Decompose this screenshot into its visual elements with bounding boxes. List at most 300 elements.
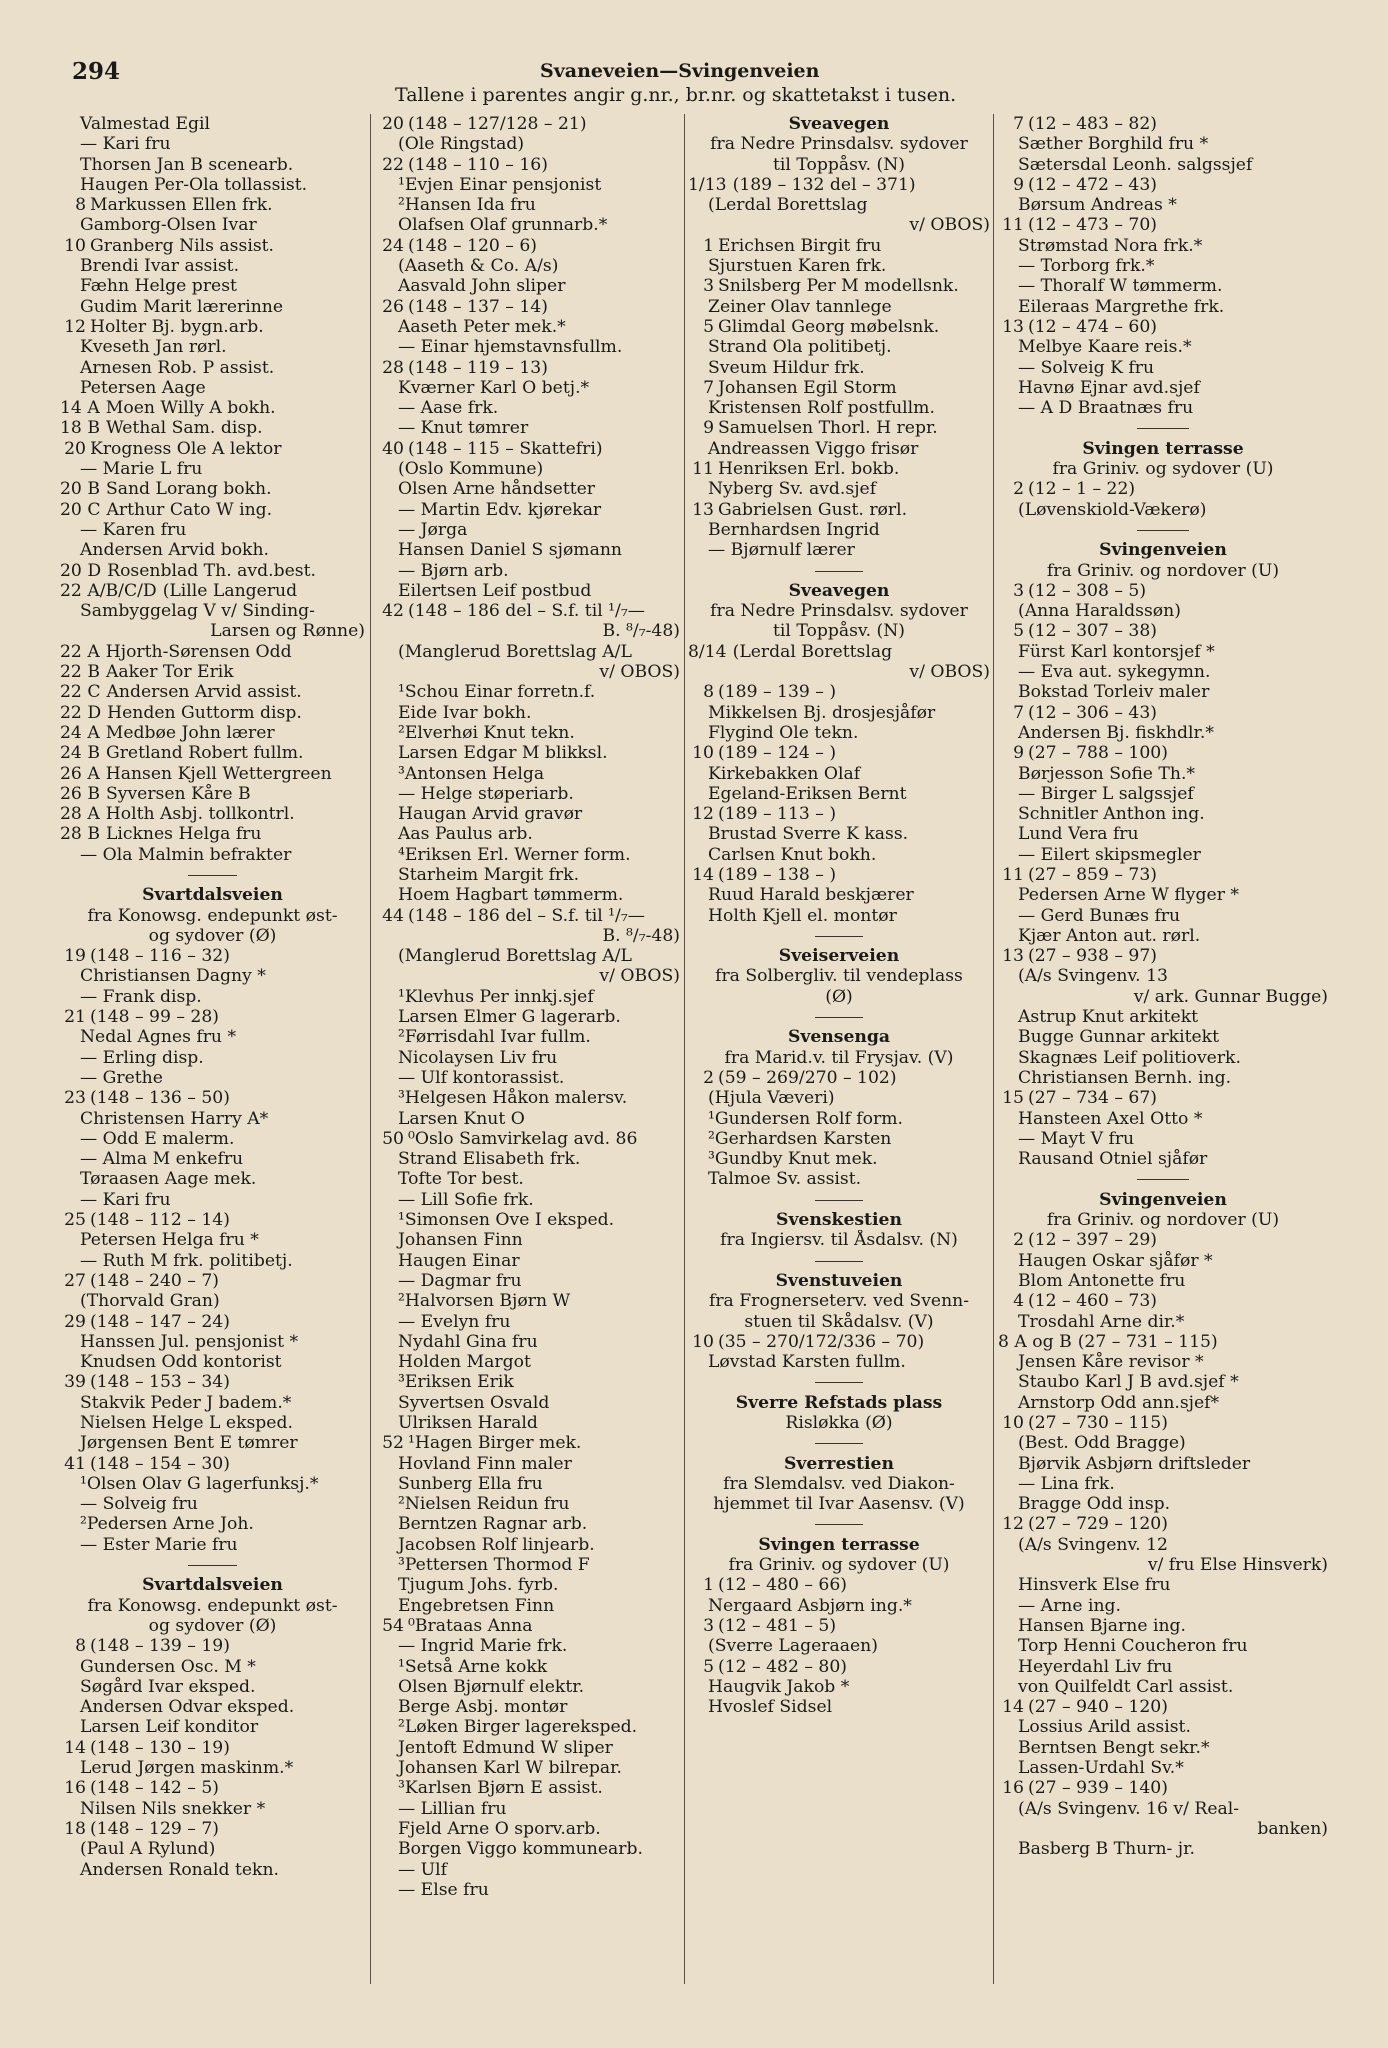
house-number: 15 (1002, 1088, 1024, 1109)
resident-text: Strømstad Nora frk.* (1018, 235, 1203, 256)
resident-text: Andersen Arvid bokh. (80, 540, 269, 561)
resident-text: (12 – 306 – 43) (1028, 702, 1157, 723)
directory-entry (60, 155, 365, 175)
house-number: 28 B (60, 824, 100, 845)
directory-entry: banken) (1257, 1818, 1328, 1839)
resident-text: — Helge støperiarb. (398, 783, 574, 804)
directory-entry (688, 1677, 990, 1697)
resident-text: ³Antonsen Helga (398, 763, 545, 784)
directory-entry (378, 1474, 680, 1494)
directory-entry (998, 1616, 1328, 1636)
street-description: fra Griniv. og sydover (U) (728, 1555, 950, 1576)
directory-entry (378, 1819, 680, 1839)
resident-text: — A D Braatnæs fru (1018, 398, 1194, 419)
directory-entry (60, 1332, 365, 1352)
resident-text: ¹Gundersen Rolf form. (708, 1108, 903, 1129)
directory-entry (60, 662, 365, 682)
resident-text: Basberg B Thurn- jr. (1018, 1839, 1195, 1860)
directory-entry (378, 520, 680, 540)
directory-entry (998, 906, 1328, 926)
resident-text: Sand Lorang bokh. (105, 479, 272, 500)
resident-text: (Best. Odd Bragge) (1018, 1433, 1186, 1454)
directory-entry (378, 1514, 680, 1534)
house-number: 42 (382, 601, 404, 622)
directory-entry (378, 824, 680, 844)
directory-entry (60, 195, 365, 215)
section-divider (688, 926, 990, 946)
directory-entry (688, 520, 990, 540)
resident-text: (148 – 127/128 – 21) (408, 114, 587, 134)
resident-text: Hanssen Jul. pensjonist * (80, 1331, 299, 1352)
directory-entry (688, 398, 990, 418)
directory-entry (998, 621, 1328, 641)
directory-entry (998, 743, 1328, 763)
directory-entry (60, 479, 365, 499)
resident-text: Søgård Ivar eksped. (80, 1676, 256, 1697)
directory-entry (688, 256, 990, 276)
resident-text: — Jørga (398, 519, 468, 540)
resident-text: Andersen Ronald tekn. (80, 1859, 279, 1880)
directory-entry (60, 561, 365, 581)
house-number: 12 (64, 316, 86, 337)
resident-text: (148 – 137 – 14) (408, 296, 548, 317)
resident-text: (189 – 124 – ) (718, 743, 837, 764)
street-description: og sydover (Ø) (148, 925, 277, 946)
directory-entry (378, 1454, 680, 1474)
directory-entry (378, 1291, 680, 1311)
column-1 (60, 114, 365, 1880)
directory-entry: v/ OBOS) (909, 215, 990, 236)
resident-text: Ruud Harald beskjærer (708, 885, 914, 906)
street-heading: Sverrestien (784, 1453, 894, 1474)
directory-entry (998, 703, 1328, 723)
directory-entry (378, 1048, 680, 1068)
street-description: fra Griniv. og sydover (U) (1052, 459, 1274, 480)
house-number: 23 (64, 1088, 86, 1109)
directory-entry (378, 1068, 680, 1088)
street-description: fra Konowsg. endepunkt øst- (87, 1595, 338, 1616)
directory-entry (60, 1799, 365, 1819)
directory-entry (378, 642, 680, 662)
directory-entry (378, 1433, 680, 1453)
directory-entry (60, 378, 365, 398)
section-divider (688, 1190, 990, 1210)
resident-text: Ulriksen Harald (398, 1413, 538, 1433)
directory-entry (688, 1657, 990, 1677)
street-description: til Toppåsv. (N) (773, 621, 905, 642)
house-number: 18 (64, 1818, 86, 1839)
house-number: 14 (64, 1737, 86, 1758)
directory-entry (378, 1880, 680, 1900)
directory-entry (378, 1413, 680, 1433)
directory-entry (688, 297, 990, 317)
resident-text: (Thorvald Gran) (80, 1291, 220, 1312)
resident-text: ²Gerhardsen Karsten (708, 1128, 892, 1149)
directory-entry (998, 1291, 1328, 1311)
resident-text: — Bjørnulf lærer (708, 540, 855, 561)
directory-entry (60, 723, 365, 743)
directory-entry (998, 1027, 1328, 1047)
directory-entry (688, 479, 990, 499)
street-heading: Svensenga (787, 1027, 891, 1048)
directory-entry (378, 743, 680, 763)
street-heading: Sveiserveien (778, 946, 900, 967)
resident-text: Fæhn Helge prest (80, 276, 237, 297)
section-divider (688, 1251, 990, 1271)
resident-text: Eilertsen Leif postbud (398, 580, 592, 601)
resident-text: Arthur Cato W ing. (106, 499, 273, 520)
directory-entry (378, 1636, 680, 1656)
street-heading: Svingen terrasse (1082, 438, 1244, 459)
directory-entry (998, 175, 1328, 195)
directory-entry (688, 784, 990, 804)
directory-entry (688, 885, 990, 905)
directory-entry (998, 1433, 1328, 1453)
directory-entry (378, 1657, 680, 1677)
directory-entry: v/ ark. Gunnar Bugge) (1133, 986, 1328, 1007)
resident-text: Knudsen Odd kontorist (80, 1352, 282, 1373)
street-description: fra Slemdalsv. ved Diakon- (723, 1473, 955, 1494)
resident-text: Brendi Ivar assist. (80, 256, 240, 277)
resident-text: (27 – 734 – 67) (1028, 1088, 1157, 1109)
resident-text: (12 – 481 – 5) (718, 1615, 837, 1636)
directory-entry (998, 723, 1328, 743)
directory-entry (688, 459, 990, 479)
directory-entry (998, 1393, 1328, 1413)
directory-entry (378, 1839, 680, 1859)
resident-text: Christensen Harry A* (80, 1108, 269, 1129)
directory-entry (688, 1332, 990, 1352)
resident-text: Hinsverk Else fru (1018, 1575, 1171, 1596)
resident-text: Havnø Ejnar avd.sjef (1018, 377, 1200, 398)
street-description: hjemmet til Ivar Aasensv. (V) (713, 1494, 965, 1515)
directory-entry (378, 1210, 680, 1230)
directory-entry (60, 459, 365, 479)
resident-text: Fürst Karl kontorsjef * (1018, 641, 1215, 662)
resident-text: Løvstad Karsten fullm. (708, 1352, 906, 1373)
house-number: 5 (1013, 621, 1024, 642)
resident-text: (148 – 110 – 16) (408, 154, 548, 175)
house-number: 26 A (60, 763, 100, 784)
directory-entry (998, 926, 1328, 946)
house-number: 13 (1002, 946, 1024, 967)
resident-text: Holth Asbj. tollkontrl. (105, 804, 295, 825)
resident-text: Tøraasen Aage mek. (80, 1169, 257, 1190)
resident-text: Hvoslef Sidsel (708, 1697, 833, 1718)
resident-text: — Arne ing. (1018, 1595, 1122, 1616)
directory-entry (998, 865, 1328, 885)
directory-entry (998, 155, 1328, 175)
street-heading: Svenstuveien (775, 1270, 903, 1291)
resident-text: (27 – 859 – 73) (1028, 864, 1157, 885)
directory-entry (378, 1677, 680, 1697)
street-description: stuen til Skådalsv. (V) (744, 1311, 934, 1332)
directory-entry (378, 845, 680, 865)
directory-entry (378, 987, 680, 1007)
resident-text: Lerud Jørgen maskinm.* (80, 1758, 294, 1779)
resident-text: — Mayt V fru (1018, 1128, 1135, 1149)
directory-entry (60, 1474, 365, 1494)
resident-text: (Paul A Rylund) (80, 1839, 216, 1860)
directory-entry (378, 1535, 680, 1555)
directory-entry (688, 1575, 990, 1595)
resident-text: — Kari fru (80, 1189, 171, 1210)
directory-entry (998, 1717, 1328, 1737)
directory-entry (998, 1657, 1328, 1677)
directory-entry (60, 1657, 365, 1677)
resident-text: Hansteen Axel Otto * (1018, 1108, 1203, 1129)
directory-entry (998, 1677, 1328, 1697)
resident-text: Sambyggelag V v/ Sinding- (80, 601, 315, 622)
directory-entry (60, 1839, 365, 1859)
resident-text: Bjørvik Asbjørn driftsleder (1018, 1453, 1251, 1474)
directory-entry (378, 784, 680, 804)
resident-text: Haugen Per-Ola tollassist. (80, 174, 308, 195)
house-number: 44 (382, 905, 404, 926)
directory-entry: B. ⁸/₇-48) (602, 925, 680, 946)
house-number: 22 (382, 154, 404, 175)
resident-text: Staubo Karl J B avd.sjef * (1018, 1372, 1239, 1393)
house-number: 10 (692, 743, 714, 764)
directory-entry (60, 134, 365, 154)
house-number: 18 B (60, 418, 100, 439)
resident-text: Melbye Kaare reis.* (1018, 337, 1192, 358)
directory-entry (60, 1291, 365, 1311)
directory-entry (60, 1068, 365, 1088)
resident-text: (189 – 113 – ) (718, 804, 837, 825)
resident-text: — Karen fru (80, 519, 187, 540)
street-heading: Svartdalsveien (142, 885, 283, 906)
resident-text: Aaseth Peter mek.* (398, 316, 566, 337)
resident-text: (27 – 938 – 97) (1028, 946, 1157, 967)
directory-entry (60, 1230, 365, 1250)
house-number: 16 (64, 1778, 86, 1799)
resident-text: (Manglerud Borettslag A/L (398, 946, 632, 967)
directory-entry (998, 601, 1328, 621)
resident-text: Flygind Ole tekn. (708, 722, 859, 743)
directory-entry (378, 297, 680, 317)
house-number: 12 (1002, 1514, 1024, 1535)
resident-text: Larsen Leif konditor (80, 1717, 259, 1738)
resident-text: Pedersen Arne W flyger * (1018, 885, 1239, 906)
resident-text: Nielsen Helge L eksped. (80, 1413, 293, 1433)
resident-text: Kjær Anton aut. rørl. (1018, 925, 1201, 946)
column-rule (684, 114, 685, 1984)
house-number: 20 D (60, 560, 102, 581)
resident-text: Syversen Kåre B (105, 783, 251, 804)
resident-text: — Ruth M frk. politibetj. (80, 1250, 293, 1271)
house-number: 9 (1013, 174, 1024, 195)
resident-text: — Frank disp. (80, 986, 202, 1007)
directory-entry (378, 1088, 680, 1108)
resident-text: ¹Olsen Olav G lagerfunksj.* (80, 1473, 319, 1494)
resident-text: Bernhardsen Ingrid (708, 519, 880, 540)
street-heading: Svenskestien (776, 1210, 902, 1231)
resident-text: Henriksen Erl. bokb. (718, 459, 900, 480)
street-description: fra Solbergliv. til vendeplass (715, 966, 963, 987)
directory-entry: v/ OBOS) (599, 662, 680, 683)
directory-entry (998, 114, 1328, 134)
directory-entry (378, 1758, 680, 1778)
directory-entry (378, 1697, 680, 1717)
resident-text: Berntsen Bengt sekr.* (1018, 1737, 1210, 1758)
directory-entry (60, 439, 365, 459)
house-number: 8 A og B (998, 1331, 1072, 1352)
directory-entry (378, 1717, 680, 1737)
resident-text: (189 – 132 del – 371) (732, 174, 916, 195)
directory-entry (60, 236, 365, 256)
directory-entry (378, 358, 680, 378)
house-number: 25 (64, 1210, 86, 1231)
directory-entry (60, 1413, 365, 1433)
resident-text: — Else fru (398, 1879, 489, 1900)
directory-entry (378, 215, 680, 235)
directory-entry (998, 1575, 1328, 1595)
directory-entry (998, 1007, 1328, 1027)
resident-text: Larsen Edgar M blikksl. (398, 743, 608, 764)
resident-text: Fjeld Arne O sporv.arb. (398, 1818, 601, 1839)
directory-entry (688, 1149, 990, 1169)
directory-entry (688, 865, 990, 885)
directory-entry (60, 601, 365, 621)
house-number: 24 A (60, 722, 100, 743)
directory-entry (60, 987, 365, 1007)
house-number: 26 B (60, 783, 100, 804)
directory-entry (998, 845, 1328, 865)
directory-entry (998, 378, 1328, 398)
directory-entry (688, 764, 990, 784)
resident-text: Haugan Arvid gravør (398, 804, 583, 825)
street-description: fra Griniv. og nordover (U) (1046, 1210, 1280, 1231)
section-divider (60, 1555, 365, 1575)
resident-text: Berntzen Ragnar arb. (398, 1514, 588, 1535)
section-divider (998, 520, 1328, 540)
directory-entry (378, 723, 680, 743)
house-number: 22 A/B/C/D (60, 580, 157, 601)
street-heading: Svartdalsveien (142, 1575, 283, 1596)
resident-text: Borgen Viggo kommunearb. (398, 1839, 643, 1860)
directory-entry (998, 1738, 1328, 1758)
resident-text: — Ingrid Marie frk. (398, 1636, 568, 1657)
directory-entry (998, 1129, 1328, 1149)
resident-text: ³Karlsen Bjørn E assist. (398, 1778, 603, 1799)
resident-text: Bugge Gunnar arkitekt (1018, 1027, 1219, 1048)
resident-text: (148 – 130 – 19) (90, 1737, 230, 1758)
resident-text: Gamborg-Olsen Ivar (80, 215, 257, 236)
directory-entry (378, 764, 680, 784)
resident-text: (Oslo Kommune) (398, 459, 544, 480)
directory-entry (378, 398, 680, 418)
directory-entry (60, 256, 365, 276)
section-divider (688, 1433, 990, 1453)
street-description: til Toppåsv. (N) (773, 154, 905, 175)
resident-text: Sunberg Ella fru (398, 1473, 543, 1494)
house-number: 50 (382, 1128, 404, 1149)
directory-entry (688, 1636, 990, 1656)
resident-text: Jensen Kåre revisor * (1018, 1352, 1204, 1373)
resident-text: Andersen Odvar eksped. (80, 1697, 295, 1718)
directory-entry: v/ OBOS) (909, 662, 990, 683)
resident-text: Strand Ola politibetj. (708, 337, 892, 358)
house-number: 8 (75, 1636, 86, 1657)
house-number: 22 B (60, 662, 100, 683)
directory-entry (378, 155, 680, 175)
street-description: fra Marid.v. til Frysjav. (V) (724, 1047, 954, 1068)
resident-text: (12 – 397 – 29) (1028, 1230, 1157, 1251)
resident-text: Granberg Nils assist. (90, 235, 275, 256)
directory-entry (998, 337, 1328, 357)
resident-text: — Erling disp. (80, 1047, 204, 1068)
directory-entry (60, 1372, 365, 1392)
resident-text: Astrup Knut arkitekt (1018, 1007, 1199, 1028)
directory-entry (688, 906, 990, 926)
resident-text: Sætersdal Leonh. salgssjef (1018, 154, 1253, 175)
directory-entry (378, 1129, 680, 1149)
directory-entry (378, 439, 680, 459)
directory-entry (998, 1474, 1328, 1494)
resident-text: Holth Kjell el. montør (708, 905, 897, 926)
directory-entry (378, 1027, 680, 1047)
directory-entry (60, 540, 365, 560)
resident-text: Arnesen Rob. P assist. (80, 357, 275, 378)
resident-text: Olsen Bjørnulf elektr. (398, 1676, 585, 1697)
resident-text: — Thoralf W tømmerm. (1018, 276, 1223, 297)
directory-entry (60, 1048, 365, 1068)
resident-text: Hjorth-Sørensen Odd (105, 641, 292, 662)
directory-entry (378, 906, 680, 926)
resident-text: (148 – 119 – 13) (408, 357, 548, 378)
resident-text: Nilsen Nils snekker * (80, 1798, 266, 1819)
resident-text: (189 – 138 – ) (718, 864, 837, 885)
resident-text: Lund Vera fru (1018, 824, 1139, 845)
resident-text: (Hjula Væveri) (708, 1088, 835, 1109)
directory-entry (378, 1596, 680, 1616)
resident-text: ¹Evjen Einar pensjonist (398, 174, 602, 195)
resident-text: ²Elverhøi Knut tekn. (398, 722, 575, 743)
directory-entry (60, 215, 365, 235)
resident-text: (148 – 154 – 30) (90, 1453, 230, 1474)
directory-entry (688, 317, 990, 337)
directory-entry (60, 1717, 365, 1737)
resident-text: (59 – 269/270 – 102) (718, 1067, 897, 1088)
house-number: 10 (1002, 1413, 1024, 1433)
resident-text: (148 – 240 – 7) (90, 1270, 219, 1291)
resident-text: Stakvik Peder J badem.* (80, 1392, 292, 1413)
directory-entry (998, 1535, 1328, 1555)
resident-text: Lassen-Urdahl Sv.* (1018, 1758, 1184, 1779)
column-rule (370, 114, 371, 1984)
directory-entry (378, 1738, 680, 1758)
directory-entry (998, 824, 1328, 844)
resident-text: ¹Hagen Birger mek. (408, 1433, 582, 1454)
directory-entry (378, 1372, 680, 1392)
directory-entry (998, 1372, 1328, 1392)
street-heading: Svingenveien (1099, 1189, 1227, 1210)
resident-text: (12 – 480 – 66) (718, 1575, 847, 1596)
directory-entry (60, 1312, 365, 1332)
section-divider (688, 1372, 990, 1392)
directory-entry (998, 1068, 1328, 1088)
directory-entry (688, 682, 990, 702)
directory-entry (688, 1697, 990, 1717)
resident-text: ⁰Oslo Samvirkelag avd. 86 (408, 1128, 638, 1149)
directory-entry (60, 845, 365, 865)
resident-text: Haugen Oskar sjåfør * (1018, 1250, 1213, 1271)
house-number: 20 (64, 438, 86, 459)
resident-text: Rosenblad Th. avd.best. (107, 560, 316, 581)
resident-text: Gretland Robert fullm. (105, 743, 304, 764)
resident-text: (27 – 940 – 120) (1028, 1697, 1168, 1718)
